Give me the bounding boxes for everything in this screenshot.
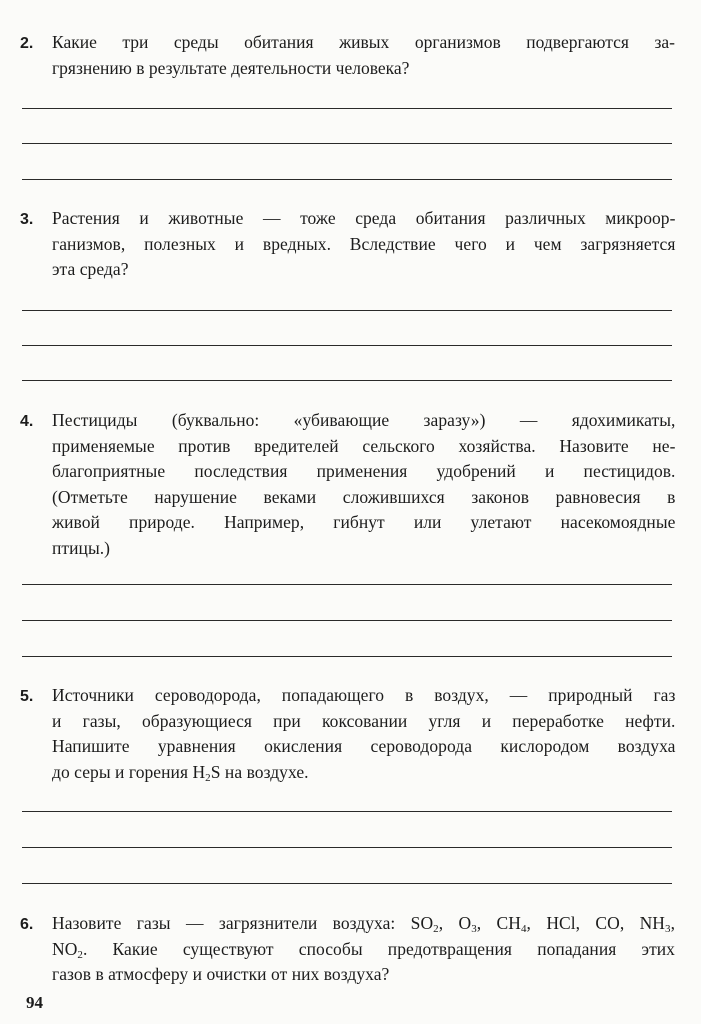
text-part: до серы и горения H (52, 761, 206, 782)
text-line: ганизмов, полезных и вредных. Вследствие чего и чем загрязняется (52, 233, 676, 254)
question-text (52, 206, 675, 283)
question-number: 5. (20, 688, 34, 705)
subscript: 2 (205, 771, 211, 784)
text-part: S на воздухе. (210, 761, 309, 782)
text-line: применяемые против вредителей сельского хозяйства. Назовите не- (52, 435, 676, 456)
answer-line[interactable] (22, 811, 672, 812)
question-2 (20, 30, 675, 81)
subscript: 4 (520, 923, 527, 935)
question-text (52, 911, 675, 988)
answer-line[interactable] (22, 143, 672, 144)
text-line: (Отметьте нарушение веками сложившихся законов равновесия в (52, 486, 676, 507)
answer-line[interactable] (22, 380, 672, 381)
text-line: и газы, образующиеся при коксовании угля и переработке нефти. (52, 710, 676, 731)
question-number: 3. (20, 211, 34, 228)
question-number: 4. (20, 413, 34, 430)
text-line: птицы.) (52, 537, 111, 558)
text-part: . Какие существуют способы предотвращения попадания этих (82, 938, 675, 959)
subscript: 2 (77, 948, 83, 961)
question-number: 6. (20, 916, 34, 933)
text-line: Напишите уравнения окисления сероводорода кислородом воздуха (52, 736, 676, 757)
question-3 (20, 206, 675, 283)
text-part: , CH (476, 913, 521, 933)
answer-line[interactable] (22, 345, 672, 346)
answer-line[interactable] (22, 310, 672, 311)
question-4 (20, 408, 675, 562)
subscript: 3 (665, 923, 671, 935)
text-line: газов в атмосферу и очистки от них воздуха? (52, 964, 390, 985)
question-number: 2. (20, 35, 34, 52)
answer-line[interactable] (22, 179, 672, 180)
text-line: грязнению в результате деятельности человека? (52, 57, 410, 78)
question-5 (20, 683, 675, 785)
answer-line[interactable] (22, 656, 672, 657)
text-line: живой природе. Например, гибнут или улетают насекомоядные (52, 512, 676, 533)
text-part: Назовите газы — загрязнители воздуха: SO (52, 913, 434, 933)
answer-line[interactable] (22, 847, 672, 848)
page-number: 94 (26, 993, 43, 1012)
answer-line[interactable] (22, 620, 672, 621)
text-line (52, 911, 675, 937)
text-line: Растения и животные — тоже среда обитания различных микроор- (52, 208, 676, 228)
answer-line[interactable] (22, 883, 672, 884)
subscript: 3 (471, 923, 477, 935)
text-line (52, 760, 675, 786)
question-text (52, 30, 675, 81)
question-text (52, 683, 675, 785)
question-6 (20, 911, 675, 988)
text-part: , (670, 913, 675, 933)
text-line: Какие три среды обитания живых организмов подвергаются за- (52, 32, 675, 52)
text-line: благоприятные последствия применения удобрений и пестицидов. (52, 461, 676, 482)
text-line: Источники сероводорода, попадающего в воздух, — природный газ (52, 685, 676, 705)
answer-line[interactable] (22, 584, 672, 585)
text-line: эта среда? (52, 259, 129, 280)
answer-line[interactable] (22, 108, 672, 109)
text-part: , HCl, CO, NH (526, 913, 665, 933)
question-text (52, 408, 675, 562)
text-line: Пестициды (буквально: «убивающие заразу») — ядохимикаты, (52, 410, 676, 430)
text-part: NO (52, 938, 78, 959)
text-part: , O (438, 913, 472, 933)
subscript: 2 (433, 923, 439, 935)
text-line (52, 937, 675, 963)
